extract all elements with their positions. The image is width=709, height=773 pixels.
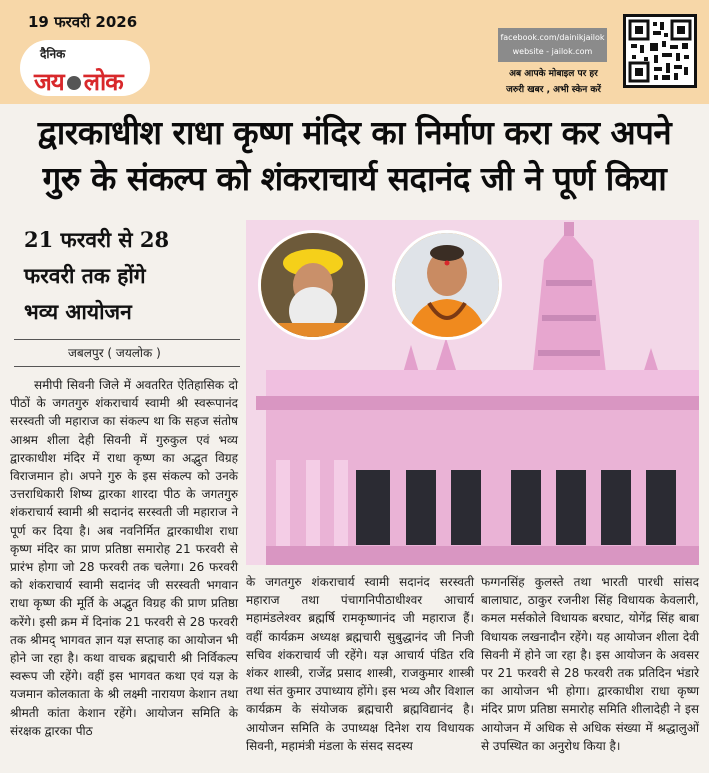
logo-word-left: जय bbox=[34, 68, 64, 96]
logo-tagline: दैनिक bbox=[40, 47, 66, 61]
temple-photo bbox=[246, 220, 699, 565]
facebook-link[interactable]: facebook.com/dainikjailok bbox=[500, 33, 605, 42]
scan-promo bbox=[496, 66, 611, 98]
headline bbox=[10, 110, 699, 202]
issue-date: 19 फरवरी 2026 bbox=[28, 13, 138, 31]
saint-portrait-left bbox=[258, 230, 368, 340]
headline-line-2: गुरु के संकल्प को शंकराचार्य सदानंद जी ने पूर्ण किया bbox=[42, 159, 667, 198]
masthead bbox=[0, 0, 709, 104]
promo-line-2: जरुरी खबर , अभी स्केन करें bbox=[506, 85, 601, 95]
headline-line-1: द्वारकाधीश राधा कृष्ण मंदिर का निर्माण करा कर अपने bbox=[37, 113, 672, 152]
dateline: जबलपुर ( जयलोक ) bbox=[68, 346, 161, 360]
article-body-column-3: फग्गनसिंह कुलस्ते तथा भारती पारधी सांसद बालाघाट, ठाकुर रजनीश सिंह विधायक केवलारी, कमल मर्सकोले विधायक बरघाट, योगेंद्र सिंह बाबा विधायक लखनादौन रहेंगे। यह आयोजन शीला देवी सिवनी में होने जा रहा है। इस आयोजन के अवसर पर 21 फरवरी से 28 फरवरी तक प्रतिदिन भंडारे का आयोजन भी होगा। द्वारकाधीश राधा कृष्ण मंदिर प्राण प्रतिष्ठा समारोह समिति शीलादेही ने इस आयोजन में अधिक से अधिक संख्या में श्रद्धालुओं से उपस्थित का अनुरोध किया है। bbox=[481, 575, 699, 753]
globe-icon bbox=[67, 76, 81, 90]
subheading-line-1: 21 फरवरी से 28 bbox=[24, 227, 170, 252]
divider bbox=[14, 339, 240, 340]
qr-code-icon[interactable] bbox=[623, 14, 697, 88]
divider bbox=[14, 366, 240, 367]
logo-word-right: लोक bbox=[83, 68, 123, 96]
saint-portrait-right bbox=[392, 230, 502, 340]
promo-line-1: अब आपके मोबाइल पर हर bbox=[509, 69, 598, 79]
subheading-line-2: फरवरी तक होंगे bbox=[24, 263, 146, 288]
article-body-column-2: के जगतगुरु शंकराचार्य स्वामी सदानंद सरस्वती महाराज तथा पंचागनिपीठाधीश्वर आचार्य महामंडलेश्वर ब्रह्मर्षि रामकृष्णानंद जी महाराज हैं। वहीं कार्यक्रम अध्यक्ष ब्रह्मचारी सुबुद्धानंद जी निजी सचिव शंकराचार्य जी रहेंगे। यज्ञ आचार्य पंडित रवि शंकर शास्त्री, राजेंद्र प्रसाद शास्त्री, राजकुमार शास्त्री तथा संत कुमार उपाध्याय होंगे। इस भव्य और विशाल कार्यक्रम के संयोजक ब्रह्मचारी ब्रह्मविद्यानंद है। आयोजन समिति के उपाध्यक्ष दिनेश राय विधायक सिवनी, महामंत्री मंडला के संसद सदस्य bbox=[246, 575, 474, 753]
article-body-column-1: समीपी सिवनी जिले में अवतरित ऐतिहासिक दो पीठों के जगतगुरु शंकराचार्य स्वामी श्री स्वरूपानंद सरस्वती जी महाराज का संकल्प था कि सहज संतोष आश्रम शीला देही सिवनी में गुरुकुल एवं भव्य द्वारकाधीश मंदिर में राधा कृष्ण का अद्भुत विग्रह विराजमान हो। अपने गुरु के इस संकल्प को उनके उत्तराधिकारी शिष्य द्वारका शारदा पीठ के जगतगुरु शंकराचार्य स्वामी श्री सदानंद सरस्वती जी महाराज ने पूर्ण कर दिया है। अब नवनिर्मित द्वारकाधीश राधा कृष्ण मंदिर का प्राण प्रतिष्ठा समारोह 21 फरवरी से प्रारंभ होगा जो 28 फरवरी तक चलेगा। 26 फरवरी को शंकराचार्य स्वामी सदानंद जी सरस्वती भगवान राधा कृष्ण की मूर्ति के अद्भुत विग्रह की प्राण प्रतिष्ठा करेंगे। इसी क्रम में दिनांक 21 फरवरी से 28 फरवरी तक श्रीमद् भागवत ज्ञान यज्ञ सप्ताह का आयोजन भी होने जा रहा है। कथा वाचक ब्रह्मचारी श्री निर्विकल्प स्वरूप जी रहेंगे। वहीं इस भागवत कथा एवं यज्ञ के यजमान कोलकाता के श्री लक्ष्मी नारायण केशान तथा श्रीमती कांता केशान रहेंगे। आयोजन समिति के संरक्षक द्वारका पीठ bbox=[10, 378, 238, 738]
logo-wordmark bbox=[34, 65, 123, 98]
social-links[interactable] bbox=[498, 28, 607, 62]
website-link[interactable]: website - jailok.com bbox=[512, 47, 593, 56]
subheading bbox=[24, 222, 224, 330]
subheading-line-3: भव्य आयोजन bbox=[24, 299, 132, 324]
